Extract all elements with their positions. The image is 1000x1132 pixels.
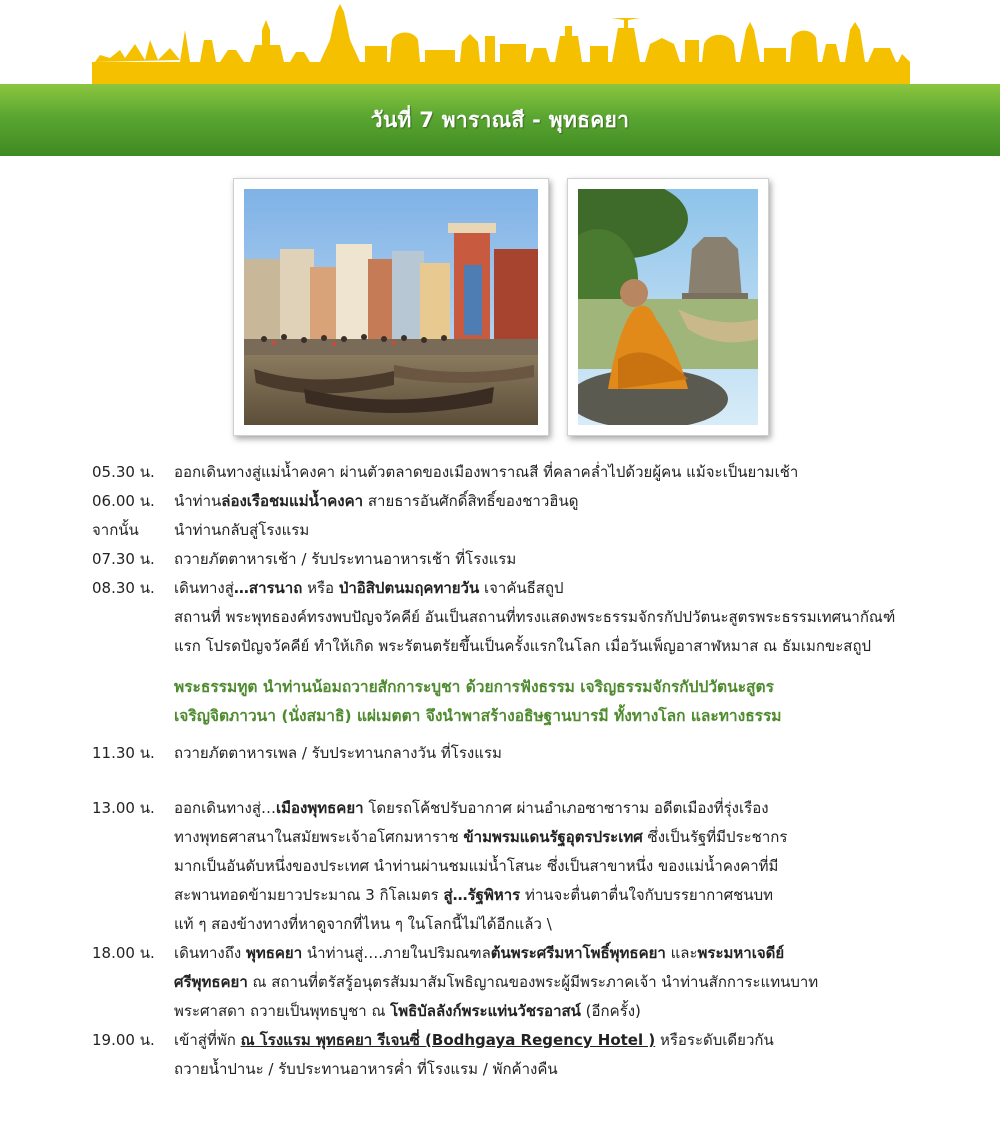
- description-text: เดินทางถึง: [174, 944, 246, 962]
- description-text: สถานที่ พระพุทธองค์ทรงพบปัญจวัคคีย์ อันเป็นสถานที่ทรงแสดงพระธรรมจักรกัปปวัตนะสูตรพระธรรมเทศนากัณฑ์แรก โปรดปัญจวัคคีย์ ทำให้เกิด พระรัตนตรัยขึ้นเป็นครั้งแรกในโลก เมื่อวันเพ็ญอาสาฬหมาส ณ ธัมเมกขะสถูป: [174, 608, 896, 655]
- itinerary-time: 07.30 น.: [92, 550, 155, 568]
- itinerary-row: [92, 1026, 912, 1084]
- itinerary-time: 08.30 น.: [92, 579, 155, 597]
- itinerary-row: [92, 673, 912, 731]
- itinerary-description: [174, 487, 912, 516]
- itinerary-row: [92, 545, 912, 574]
- highlight-text: พระมหาเจดีย์: [697, 944, 785, 962]
- description-text: นำท่าน: [174, 492, 222, 510]
- itinerary-list: [92, 458, 912, 1084]
- highlight-text: พุทธคยา: [245, 944, 303, 962]
- monk-meditating-image: [578, 189, 758, 425]
- highlight-text: ศรีพุทธคยา: [174, 973, 248, 991]
- itinerary-row: [92, 574, 912, 661]
- dhamma-activity-note: [174, 673, 912, 731]
- row-spacer: [92, 731, 912, 739]
- itinerary-description: [174, 794, 912, 939]
- description-text: ถวายภัตตาหารเช้า / รับประทานอาหารเช้า ที่โรงแรม: [174, 550, 517, 568]
- itinerary-time: จากนั้น: [92, 521, 139, 539]
- riverbank-boats-image: [244, 189, 538, 425]
- monk-dhamek-stupa-photo: [567, 178, 769, 436]
- description-text: ณ สถานที่ตรัสรู้อนุตรสัมมาสัมโพธิญาณของพระผู้มีพระภาคเจ้า นำท่านสักการะแทนบาท: [247, 973, 819, 991]
- itinerary-description: [174, 458, 912, 487]
- itinerary-row: [92, 458, 912, 487]
- highlight-text: เมืองพุทธคยา: [276, 799, 364, 817]
- description-text: มากเป็นอันดับหนึ่งของประเทศ นำท่านผ่านชมแม่น้ำโสนะ ซึ่งเป็นสาขาหนึ่ง ของแม่น้ำคงคาที่มี: [174, 857, 779, 875]
- itinerary-time: 06.00 น.: [92, 492, 155, 510]
- description-text: พระศาสดา ถวายเป็นพุทธบูชา ณ: [174, 1002, 391, 1020]
- highlight-text: ต้นพระศรีมหาโพธิ์พุทธคยา: [490, 944, 666, 962]
- description-text: เจาคันธีสถูป: [479, 579, 564, 597]
- itinerary-row: [92, 516, 912, 545]
- description-text: ทางพุทธศาสนาในสมัยพระเจ้าอโศกมหาราช: [174, 828, 464, 846]
- description-text: สะพานทอดข้ามยาวประมาณ 3 กิโลเมตร: [174, 886, 444, 904]
- description-text: ถวายน้ำปานะ / รับประทานอาหารค่ำ ที่โรงแรม / พักค้างคืน: [174, 1060, 558, 1078]
- row-spacer: [92, 768, 912, 794]
- description-text: พระธรรมทูต นำท่านน้อมถวายสักการะบูชา ด้วยการฟังธรรม เจริญธรรมจักรกัปปวัตนะสูตร: [174, 678, 774, 696]
- description-text: ออกเดินทางสู่แม่น้ำคงคา ผ่านตัวตลาดของเมืองพาราณสี ที่คลาคล่ำไปด้วยผู้คน แม้จะเป็นยามเช้า: [174, 463, 799, 481]
- description-text: แท้ ๆ สองข้างทางที่หาดูจากที่ไหน ๆ ในโลกนี้ไม่ได้อีกแล้ว \: [174, 915, 552, 933]
- itinerary-time: 18.00 น.: [92, 944, 155, 962]
- highlight-text: …สารนาถ: [233, 579, 303, 597]
- highlight-text: โพธิบัลลังก์พระแท่นวัชรอาสน์: [390, 1002, 581, 1020]
- itinerary-description: [174, 516, 912, 545]
- itinerary-description: [174, 545, 912, 574]
- highlight-text: สู่…รัฐพิหาร: [443, 886, 521, 904]
- description-text: ท่านจะตื่นตาตื่นใจกับบรรยากาศชนบท: [520, 886, 773, 904]
- highlight-text: ป่าอิสิปตนมฤคทายวัน: [338, 579, 480, 597]
- highlight-text: ล่องเรือชมแม่น้ำคงคา: [221, 492, 364, 510]
- description-text: ถวายภัตตาหารเพล / รับประทานกลางวัน ที่โรงแรม: [174, 744, 502, 762]
- itinerary-time: 05.30 น.: [92, 463, 155, 481]
- itinerary-row: [92, 939, 912, 1026]
- itinerary-row: [92, 794, 912, 939]
- description-text: นำท่านกลับสู่โรงแรม: [174, 521, 310, 539]
- description-text: เดินทางสู่: [174, 579, 234, 597]
- day-banner: [0, 84, 1000, 156]
- highlight-text: ณ โรงแรม พุทธคยา รีเจนซี่ (Bodhgaya Regency Hotel ): [240, 1031, 656, 1049]
- description-text: หรือ: [302, 579, 339, 597]
- itinerary-description: [174, 1026, 912, 1084]
- description-text: หรือระดับเดียวกัน: [655, 1031, 774, 1049]
- highlight-text: ข้ามพรมแดนรัฐอุตรประเทศ: [463, 828, 643, 846]
- itinerary-time: 19.00 น.: [92, 1031, 155, 1049]
- description-text: เข้าสู่ที่พัก: [174, 1031, 241, 1049]
- city-skyline-icon: [0, 0, 1000, 86]
- itinerary-time: [92, 673, 174, 731]
- description-text: โดยรถโค้ชปรับอากาศ ผ่านอำเภอซาซาราม อดีตเมืองที่รุ่งเรือง: [363, 799, 769, 817]
- itinerary-time: 11.30 น.: [92, 744, 155, 762]
- itinerary-row: [92, 739, 912, 768]
- description-text: ออกเดินทางสู่…: [174, 799, 277, 817]
- itinerary-description: [174, 939, 912, 1026]
- itinerary-row: [92, 487, 912, 516]
- itinerary-description: [174, 739, 912, 768]
- itinerary-description: [174, 574, 912, 661]
- description-text: สายธารอันศักดิ์สิทธิ์ของชาวฮินดู: [363, 492, 579, 510]
- description-text: นำท่านสู่….ภายในปริมณฑล: [302, 944, 491, 962]
- description-text: ซึ่งเป็นรัฐที่มีประชากร: [642, 828, 788, 846]
- ganges-ghat-photo: [233, 178, 549, 436]
- description-text: เจริญจิตภาวนา (นั่งสมาธิ) แผ่เมตตา จึงนำพาสร้างอธิษฐานบารมี ทั้งทางโลก และทางธรรม: [174, 707, 782, 725]
- page-title: วันที่ 7 พาราณสี - พุทธคยา: [370, 107, 630, 132]
- row-spacer: [92, 661, 912, 673]
- description-text: และ: [665, 944, 698, 962]
- itinerary-time: 13.00 น.: [92, 799, 155, 817]
- description-text: (อีกครั้ง): [580, 1002, 641, 1020]
